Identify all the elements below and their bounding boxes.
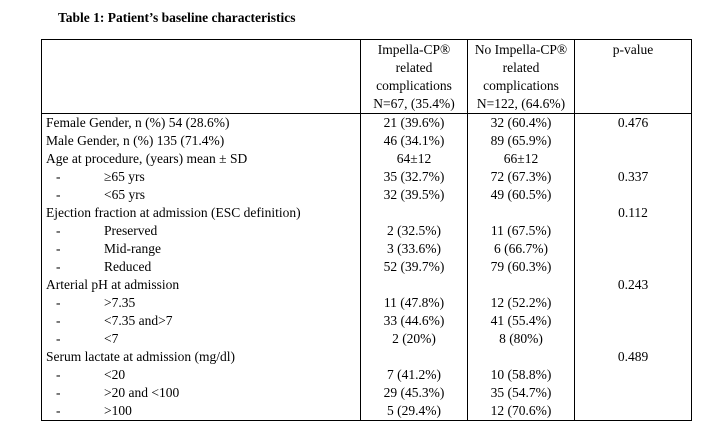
- p-value-cell: [575, 384, 692, 402]
- table-row: [42, 150, 692, 168]
- table-header-row: [42, 40, 692, 114]
- row-label-cell: [42, 114, 361, 133]
- impella-value-cell: 29 (45.3%): [361, 384, 468, 402]
- no-impella-value-cell: 49 (60.5%): [468, 186, 575, 204]
- table-row: [42, 186, 692, 204]
- no-impella-value-cell: 12 (70.6%): [468, 402, 575, 421]
- no-impella-value-cell: 66±12: [468, 150, 575, 168]
- row-label-cell: [42, 348, 361, 366]
- table-row: [42, 168, 692, 186]
- no-impella-value-cell: 41 (55.4%): [468, 312, 575, 330]
- p-value-cell: 0.489: [575, 348, 692, 366]
- no-impella-value-cell: 8 (80%): [468, 330, 575, 348]
- row-label-cell: [42, 204, 361, 222]
- row-label-cell: [42, 402, 361, 421]
- sub-item-dash: -: [56, 259, 61, 274]
- impella-value-cell: 35 (32.7%): [361, 168, 468, 186]
- row-label: Female Gender, n (%) 54 (28.6%): [46, 115, 230, 130]
- header-line: Impella-CP®: [377, 42, 451, 57]
- impella-value-cell: 3 (33.6%): [361, 240, 468, 258]
- header-line: N=67, (35.4%): [373, 96, 455, 111]
- row-label-cell: [42, 240, 361, 258]
- p-value-cell: [575, 294, 692, 312]
- impella-value-cell: 32 (39.5%): [361, 186, 468, 204]
- impella-value-cell: 64±12: [361, 150, 468, 168]
- row-label: <20: [104, 367, 126, 382]
- no-impella-value-cell: 79 (60.3%): [468, 258, 575, 276]
- no-impella-value-cell: 35 (54.7%): [468, 384, 575, 402]
- table-row: [42, 402, 692, 421]
- impella-value-cell: 11 (47.8%): [361, 294, 468, 312]
- row-label: Male Gender, n (%) 135 (71.4%): [46, 133, 225, 148]
- header-impella-complications: [361, 40, 468, 114]
- sub-item-dash: -: [56, 241, 61, 256]
- table-row: [42, 114, 692, 133]
- no-impella-value-cell: [468, 276, 575, 294]
- table-row: [42, 384, 692, 402]
- table-row: [42, 366, 692, 384]
- row-label-cell: [42, 312, 361, 330]
- no-impella-value-cell: 89 (65.9%): [468, 132, 575, 150]
- p-value-cell: [575, 222, 692, 240]
- row-label-cell: [42, 168, 361, 186]
- header-line: complications: [376, 78, 452, 93]
- row-label-cell: [42, 132, 361, 150]
- row-label: ≥65 yrs: [104, 169, 145, 184]
- row-label: >20 and <100: [104, 385, 180, 400]
- p-value-cell: [575, 366, 692, 384]
- row-label-cell: [42, 366, 361, 384]
- header-no-impella-complications: [468, 40, 575, 114]
- p-value-cell: 0.243: [575, 276, 692, 294]
- impella-value-cell: [361, 276, 468, 294]
- impella-value-cell: [361, 204, 468, 222]
- impella-value-cell: 52 (39.7%): [361, 258, 468, 276]
- no-impella-value-cell: 6 (66.7%): [468, 240, 575, 258]
- table-row: [42, 312, 692, 330]
- impella-value-cell: 46 (34.1%): [361, 132, 468, 150]
- p-value-cell: [575, 312, 692, 330]
- row-label: Arterial pH at admission: [46, 277, 180, 292]
- row-label: Mid-range: [104, 241, 161, 256]
- row-label-cell: [42, 186, 361, 204]
- no-impella-value-cell: [468, 348, 575, 366]
- table-row: [42, 204, 692, 222]
- row-label-cell: [42, 384, 361, 402]
- no-impella-value-cell: 72 (67.3%): [468, 168, 575, 186]
- table-title: Table 1: Patient’s baseline characteristics: [58, 10, 296, 25]
- p-value-cell: 0.337: [575, 168, 692, 186]
- header-line: complications: [483, 78, 559, 93]
- row-label-cell: [42, 150, 361, 168]
- sub-item-dash: -: [56, 385, 61, 400]
- row-label-cell: [42, 276, 361, 294]
- table-row: [42, 348, 692, 366]
- sub-item-dash: -: [56, 223, 61, 238]
- table-row: [42, 294, 692, 312]
- row-label: Reduced: [104, 259, 152, 274]
- impella-value-cell: 33 (44.6%): [361, 312, 468, 330]
- header-line: No Impella-CP®: [474, 42, 568, 57]
- sub-item-dash: -: [56, 367, 61, 382]
- table-row: [42, 132, 692, 150]
- header-p-value: p-value: [575, 40, 692, 114]
- impella-value-cell: 5 (29.4%): [361, 402, 468, 421]
- impella-value-cell: 2 (20%): [361, 330, 468, 348]
- row-label: <7: [104, 331, 119, 346]
- table-row: [42, 258, 692, 276]
- row-label-cell: [42, 222, 361, 240]
- row-label: Ejection fraction at admission (ESC definition): [46, 205, 301, 220]
- header-empty-cell: [42, 40, 361, 114]
- row-label: >7.35: [104, 295, 136, 310]
- p-value-cell: [575, 240, 692, 258]
- no-impella-value-cell: 32 (60.4%): [468, 114, 575, 133]
- header-line: related: [395, 60, 433, 75]
- p-value-cell: 0.476: [575, 114, 692, 133]
- sub-item-dash: -: [56, 187, 61, 202]
- p-value-cell: [575, 132, 692, 150]
- row-label: Serum lactate at admission (mg/dl): [46, 349, 235, 364]
- sub-item-dash: -: [56, 169, 61, 184]
- row-label: <7.35 and>7: [104, 313, 173, 328]
- row-label: Preserved: [104, 223, 158, 238]
- impella-value-cell: 21 (39.6%): [361, 114, 468, 133]
- table-row: [42, 240, 692, 258]
- baseline-characteristics-table: [41, 39, 692, 421]
- table-row: [42, 330, 692, 348]
- row-label-cell: [42, 330, 361, 348]
- row-label-cell: [42, 258, 361, 276]
- impella-value-cell: [361, 348, 468, 366]
- sub-item-dash: -: [56, 295, 61, 310]
- sub-item-dash: -: [56, 331, 61, 346]
- p-value-cell: [575, 330, 692, 348]
- p-value-cell: [575, 258, 692, 276]
- row-label: >100: [104, 403, 132, 418]
- no-impella-value-cell: [468, 204, 575, 222]
- no-impella-value-cell: 11 (67.5%): [468, 222, 575, 240]
- header-line: N=122, (64.6%): [476, 96, 566, 111]
- no-impella-value-cell: 10 (58.8%): [468, 366, 575, 384]
- table-row: [42, 276, 692, 294]
- sub-item-dash: -: [56, 403, 61, 418]
- table-row: [42, 222, 692, 240]
- p-value-cell: [575, 186, 692, 204]
- header-line: related: [502, 60, 540, 75]
- sub-item-dash: -: [56, 313, 61, 328]
- row-label: <65 yrs: [104, 187, 145, 202]
- impella-value-cell: 2 (32.5%): [361, 222, 468, 240]
- impella-value-cell: 7 (41.2%): [361, 366, 468, 384]
- row-label: Age at procedure, (years) mean ± SD: [46, 151, 248, 166]
- no-impella-value-cell: 12 (52.2%): [468, 294, 575, 312]
- p-value-cell: [575, 150, 692, 168]
- row-label-cell: [42, 294, 361, 312]
- p-value-cell: 0.112: [575, 204, 692, 222]
- p-value-cell: [575, 402, 692, 421]
